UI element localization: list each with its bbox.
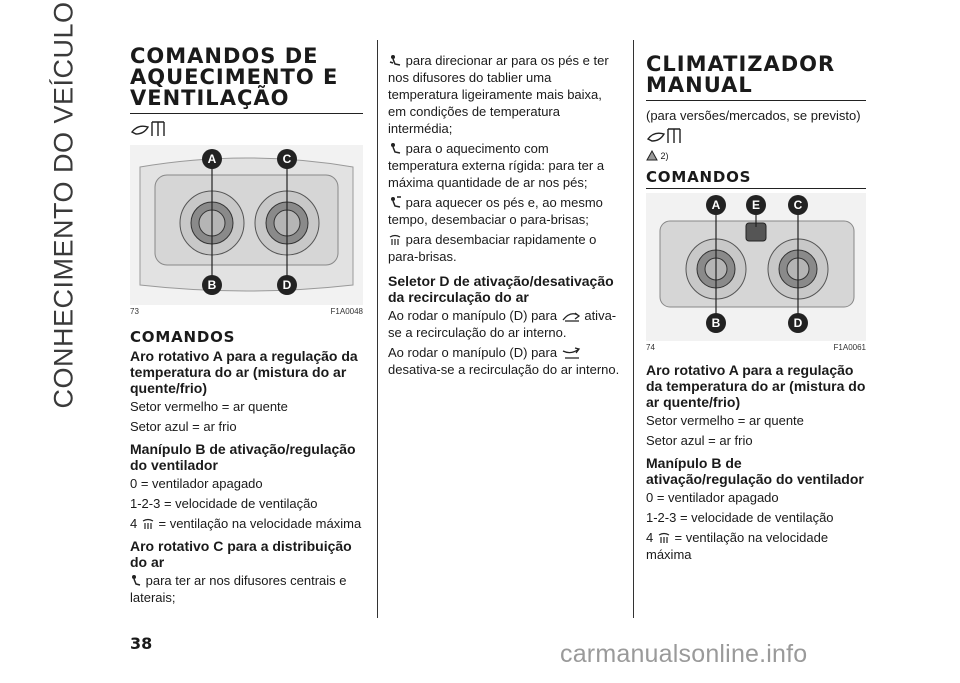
paragraph <box>388 344 620 378</box>
subheading-rule <box>646 188 866 189</box>
text-line <box>130 515 363 532</box>
section-title: COMANDOS DE AQUECIMENTO E VENTILAÇÃO <box>130 44 339 110</box>
climate-panel-illustration <box>646 193 866 341</box>
heading-temperature-ring: Aro rotativo A para a regulação da temperatura do ar (mistura do ar quente/frio) <box>646 362 866 410</box>
text-line: 1-2-3 = velocidade de ventilação <box>130 496 318 511</box>
paragraph <box>388 194 620 228</box>
defrost-icon <box>141 518 155 530</box>
recirculation-off-icon <box>561 347 581 359</box>
section-title: CLIMATIZADOR MANUAL <box>646 52 836 97</box>
car-fan-icon <box>646 127 866 150</box>
title-rule <box>130 113 363 114</box>
text-line: Setor azul = ar frio <box>130 419 237 434</box>
heading-recirculation: Seletor D de ativação/desativação da recirculação do ar <box>388 273 614 305</box>
paragraph-text: Ao rodar o manípulo (D) para <box>388 345 558 360</box>
side-section-label: CONHECIMENTO DO VEÍCULO <box>48 1 79 409</box>
text-line: Setor vermelho = ar quente <box>646 413 804 428</box>
feet-defrost-icon <box>388 196 402 209</box>
text-line <box>130 572 363 606</box>
column-3 <box>646 54 866 566</box>
side-section-tab <box>28 1 100 409</box>
feet-air-icon <box>388 142 402 155</box>
watermark: carmanualsonline.info <box>560 640 808 668</box>
paragraph-text: para aquecer os pés e, ao mesmo tempo, desembaciar o para-brisas; <box>388 195 603 227</box>
paragraph-text: desativa-se a recirculação do ar interno. <box>388 362 620 377</box>
recirculation-on-icon <box>561 310 581 322</box>
title-rule <box>646 100 866 101</box>
text-line-rest: = ventilação na velocidade máxima <box>646 530 829 562</box>
figure-number: 73 <box>130 307 139 316</box>
label-e: E <box>746 195 766 215</box>
text-line-rest: para ter ar nos difusores centrais e laterais; <box>130 573 347 605</box>
paragraph-text: para desembaciar rapidamente o para-brisas. <box>388 232 597 264</box>
heading-temperature-ring: Aro rotativo A para a regulação da temperatura do ar (mistura do ar quente/frio) <box>130 348 358 396</box>
label-c: C <box>788 195 808 215</box>
label-d: D <box>788 313 808 333</box>
label-a: A <box>706 195 726 215</box>
figure-73 <box>130 145 363 305</box>
subheading: COMANDOS <box>646 168 752 186</box>
figure-caption <box>130 307 363 316</box>
heading-fan-knob: Manípulo B de ativação/regulação do ventilador <box>130 441 356 473</box>
paragraph-text: Ao rodar o manípulo (D) para <box>388 308 558 323</box>
label-c: C <box>277 149 297 169</box>
subheading: COMANDOS <box>130 328 236 346</box>
figure-code: F1A0061 <box>833 343 866 352</box>
fan-speed-number: 4 <box>130 516 138 531</box>
figure-number: 74 <box>646 343 655 352</box>
text-line: 0 = ventilador apagado <box>130 476 263 491</box>
feet-air-icon <box>388 54 402 67</box>
defrost-icon <box>388 234 402 246</box>
label-d: D <box>277 275 297 295</box>
text-line <box>646 529 866 563</box>
label-b: B <box>706 313 726 333</box>
paragraph-text: para o aquecimento com temperatura externa rígida: para ter a máxima quantidade de ar nos pés; <box>388 141 605 190</box>
text-line: Setor vermelho = ar quente <box>130 399 288 414</box>
figure-code: F1A0048 <box>330 307 363 316</box>
heating-panel-illustration <box>130 145 363 305</box>
text-line: 1-2-3 = velocidade de ventilação <box>646 510 834 525</box>
column-1 <box>130 46 363 609</box>
paragraph <box>388 231 620 265</box>
fan-speed-number: 4 <box>646 530 654 545</box>
label-a: A <box>202 149 222 169</box>
paragraph-text: para direcionar ar para os pés e ter nos difusores do tablier uma temperatura ligeiramente mais baixa, em condições de temperatura intermédia; <box>388 53 609 136</box>
paragraph <box>388 307 620 341</box>
column-2 <box>388 52 620 381</box>
figure-74 <box>646 193 866 341</box>
face-air-icon <box>130 574 142 587</box>
column-divider <box>633 40 634 618</box>
figure-caption <box>646 343 866 352</box>
paragraph <box>388 140 620 191</box>
text-line: Setor azul = ar frio <box>646 433 753 448</box>
warning-ref-number: 2) <box>660 151 669 161</box>
paragraph-text: ativa-se a recirculação do ar interno. <box>388 308 617 340</box>
page-number: 38 <box>130 634 153 653</box>
text-line: 0 = ventilador apagado <box>646 490 779 505</box>
availability-note: (para versões/mercados, se previsto) <box>646 108 861 123</box>
heading-distribution-ring: Aro rotativo C para a distribuição do ar <box>130 538 352 570</box>
text-line-rest: = ventilação na velocidade máxima <box>158 516 362 531</box>
defrost-icon <box>657 532 671 544</box>
heading-fan-knob: Manípulo B de ativação/regulação do ventilador <box>646 455 864 487</box>
warning-icon <box>646 150 658 161</box>
warning-ref <box>646 150 866 162</box>
label-b: B <box>202 275 222 295</box>
car-fan-icon <box>130 120 363 143</box>
paragraph <box>388 52 620 137</box>
column-divider <box>377 40 378 618</box>
